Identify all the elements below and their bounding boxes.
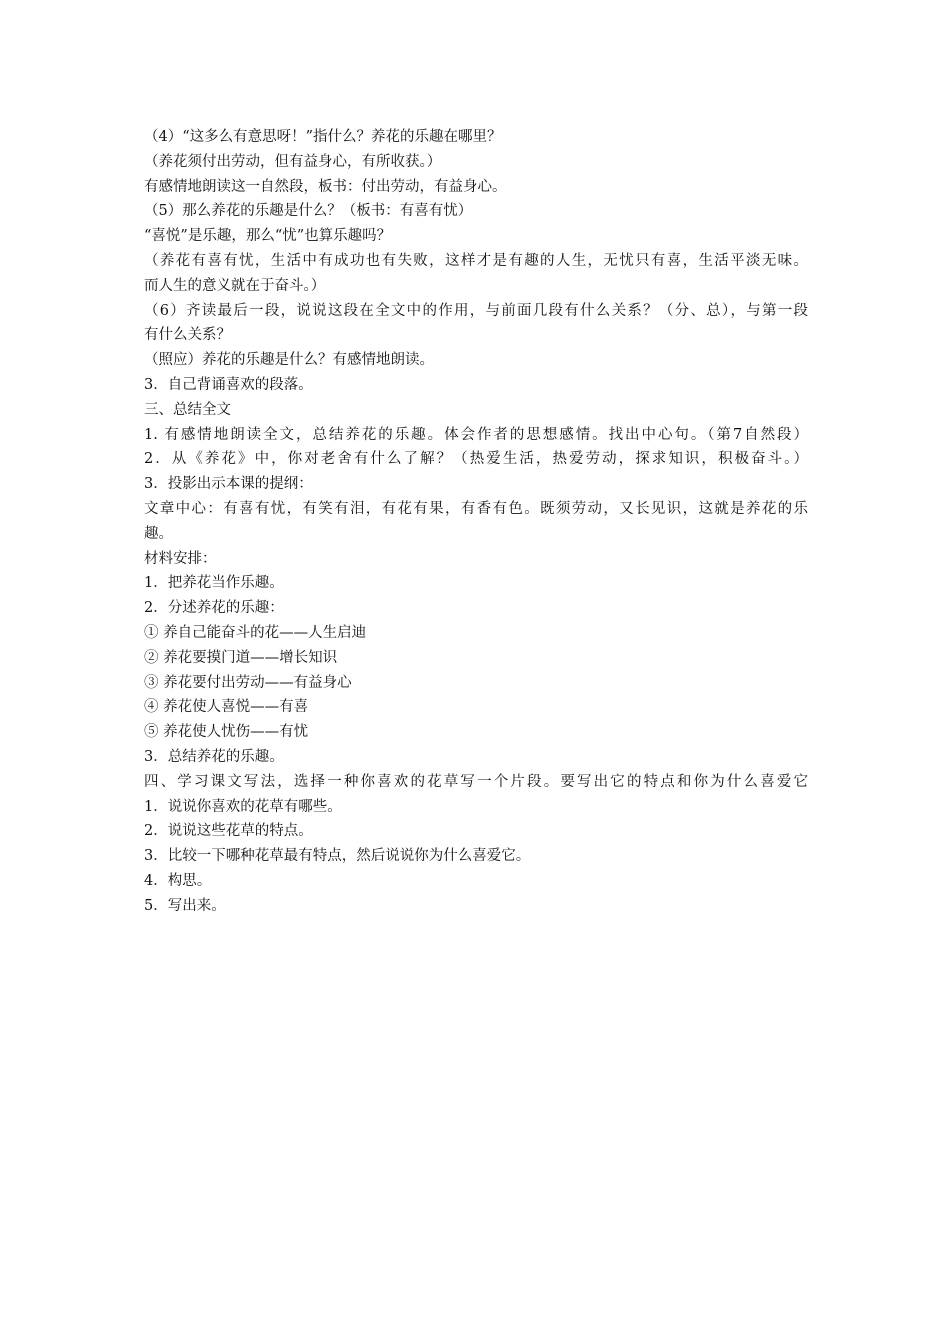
list-item: 3．总结养花的乐趣。 bbox=[144, 748, 284, 765]
list-item: 4．构思。 bbox=[144, 872, 212, 889]
text-line: （照应）养花的乐趣是什么？有感情地朗读。 bbox=[144, 352, 434, 369]
text-line: （6）齐读最后一段，说说这段在全文中的作用，与前面几段有什么关系？（分、总），与第一段 bbox=[144, 302, 808, 319]
section-heading: 四、学习课文写法，选择一种你喜欢的花草写一个片段。要写出它的特点和你为什么喜爱它 bbox=[144, 773, 808, 790]
text-line: 趣。 bbox=[144, 525, 173, 542]
list-item: ④ 养花使人喜悦——有喜 bbox=[144, 699, 309, 716]
list-item: 3．比较一下哪种花草最有特点，然后说说你为什么喜爱它。 bbox=[144, 848, 531, 865]
text-line: 1. 有感情地朗读全文，总结养花的乐趣。体会作者的思想感情。找出中心句。（第7自然段） bbox=[144, 426, 808, 443]
text-line: 材料安排： bbox=[144, 550, 217, 567]
list-item: 2．说说这些花草的特点。 bbox=[144, 823, 313, 840]
text-line: （5）那么养花的乐趣是什么？（板书：有喜有忧） bbox=[144, 203, 473, 220]
list-item: ② 养花要摸门道——增长知识 bbox=[144, 649, 338, 666]
document-body bbox=[144, 125, 808, 919]
list-item: 1．把养花当作乐趣。 bbox=[144, 575, 284, 592]
list-item: 1．说说你喜欢的花草有哪些。 bbox=[144, 798, 342, 815]
text-line: 3．投影出示本课的提纲： bbox=[144, 476, 313, 493]
list-item: ③ 养花要付出劳动——有益身心 bbox=[144, 674, 352, 691]
list-item: 5．写出来。 bbox=[144, 897, 226, 914]
text-line: （养花须付出劳动，但有益身心，有所收获。） bbox=[144, 153, 442, 170]
text-line: 2．从《养花》中，你对老舍有什么了解？（热爱生活，热爱劳动，探求知识，积极奋斗。） bbox=[144, 451, 808, 468]
list-item: ① 养自己能奋斗的花——人生启迪 bbox=[144, 624, 367, 641]
text-line: 有感情地朗读这一自然段，板书：付出劳动，有益身心。 bbox=[144, 178, 507, 195]
text-line: 文章中心：有喜有忧，有笑有泪，有花有果，有香有色。既须劳动，又长见识，这就是养花的乐 bbox=[144, 500, 808, 517]
text-line: 3．自己背诵喜欢的段落。 bbox=[144, 376, 313, 393]
section-heading: 三、总结全文 bbox=[144, 401, 231, 418]
text-line: （养花有喜有忧，生活中有成功也有失败，这样才是有趣的人生，无忧只有喜，生活平淡无味。 bbox=[144, 252, 808, 269]
text-line: 有什么关系？ bbox=[144, 327, 231, 344]
list-item: ⑤ 养花使人忧伤——有忧 bbox=[144, 724, 309, 741]
list-item: 2．分述养花的乐趣： bbox=[144, 600, 284, 617]
text-line: 而人生的意义就在于奋斗。） bbox=[144, 277, 326, 294]
text-line: （4）“这多么有意思呀！”指什么？养花的乐趣在哪里？ bbox=[144, 129, 502, 145]
text-line: “喜悦”是乐趣，那么“忧”也算乐趣吗？ bbox=[144, 228, 392, 245]
